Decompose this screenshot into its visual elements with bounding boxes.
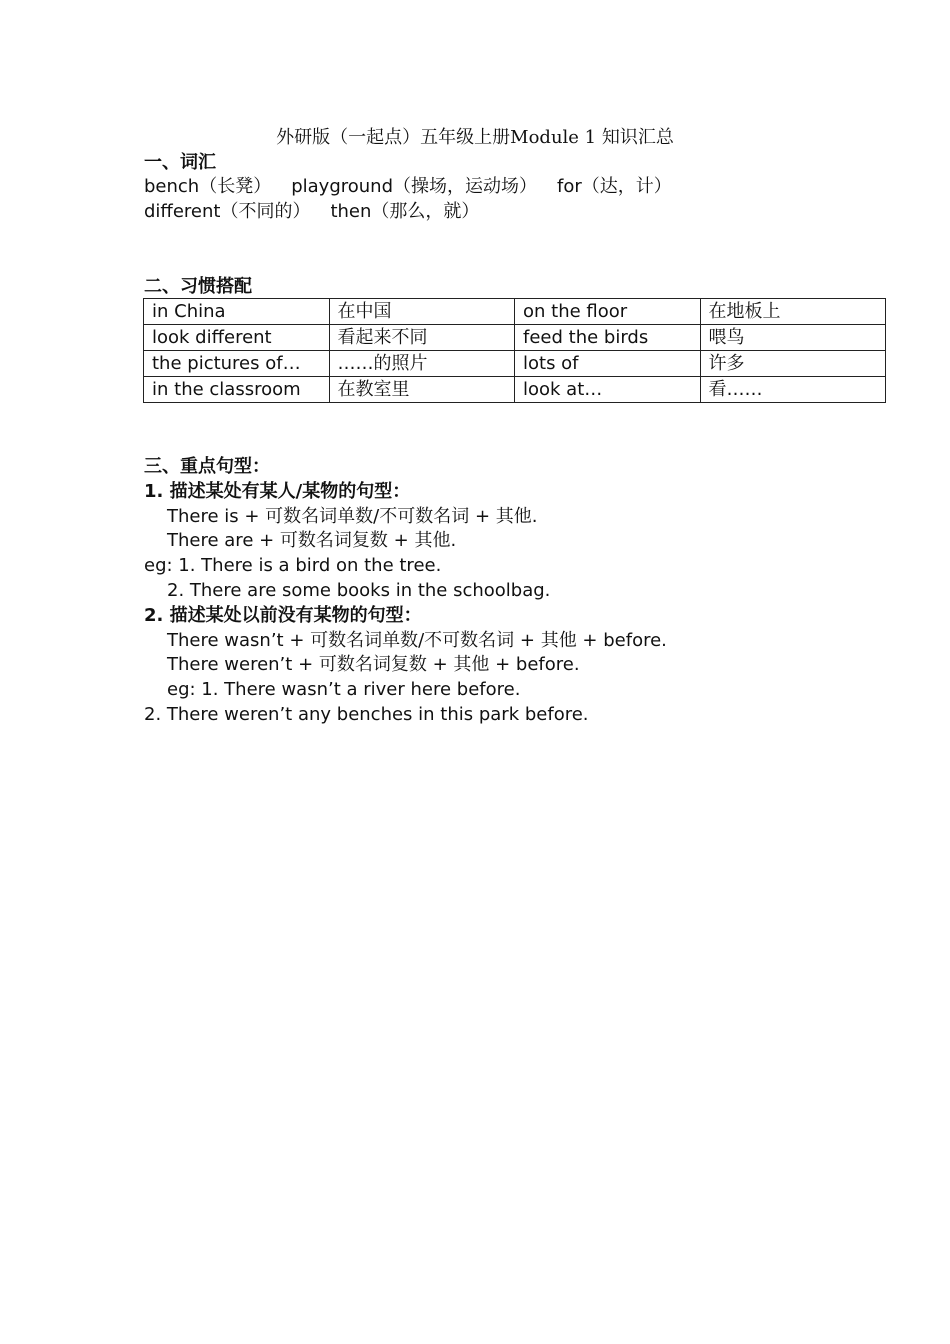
table-row: [144, 299, 886, 325]
table-cell: in China: [144, 299, 330, 325]
pattern-1-title: 1. 描述某处有某人/某物的句型：: [144, 481, 411, 502]
table-cell: ……的照片: [329, 351, 515, 377]
vocab-word: bench（长凳）: [144, 176, 272, 197]
pattern-2-structure-plural: There weren’t + 可数名词复数 + 其他 + before.: [167, 654, 580, 675]
table-cell: 看……: [700, 377, 886, 403]
table-cell: on the floor: [515, 299, 701, 325]
table-cell: lots of: [515, 351, 701, 377]
vocab-line-1: [144, 175, 672, 199]
pattern-1-structure-plural: There are + 可数名词复数 + 其他.: [167, 530, 457, 551]
table-cell: look different: [144, 325, 330, 351]
collocations-table: [143, 298, 886, 403]
table-cell: 在教室里: [329, 377, 515, 403]
table-row: [144, 351, 886, 377]
table-row: [144, 377, 886, 403]
table-cell: 看起来不同: [329, 325, 515, 351]
pattern-2-example-2: 2. There weren’t any benches in this park before.: [144, 704, 589, 725]
pattern-2-title: 2. 描述某处以前没有某物的句型：: [144, 605, 422, 626]
patterns-heading: 三、重点句型：: [144, 456, 270, 477]
vocab-word: for（达，计）: [557, 176, 672, 197]
table-cell: 在地板上: [700, 299, 886, 325]
table-cell: feed the birds: [515, 325, 701, 351]
collocations-heading: 二、习惯搭配: [144, 276, 252, 297]
pattern-1-example-1: eg: 1. There is a bird on the tree.: [144, 555, 442, 576]
table-cell: look at…: [515, 377, 701, 403]
table-row: [144, 325, 886, 351]
vocab-word: playground（操场，运动场）: [291, 176, 538, 197]
table-cell: 在中国: [329, 299, 515, 325]
vocab-line-2: [144, 200, 479, 224]
table-cell: 喂鸟: [700, 325, 886, 351]
document-title: 外研版（一起点）五年级上册Module 1 知识汇总: [276, 127, 674, 148]
pattern-2-example-1: eg: 1. There wasn’t a river here before.: [167, 679, 521, 700]
pattern-1-structure-singular: There is + 可数名词单数/不可数名词 + 其他.: [167, 506, 538, 527]
table-cell: in the classroom: [144, 377, 330, 403]
table-cell: the pictures of…: [144, 351, 330, 377]
pattern-2-structure-singular: There wasn’t + 可数名词单数/不可数名词 + 其他 + before.: [167, 630, 667, 651]
vocab-word: different（不同的）: [144, 201, 311, 222]
table-cell: 许多: [700, 351, 886, 377]
pattern-1-example-2: 2. There are some books in the schoolbag.: [167, 580, 551, 601]
vocab-word: then（那么，就）: [330, 201, 480, 222]
vocab-heading: 一、词汇: [144, 152, 216, 173]
